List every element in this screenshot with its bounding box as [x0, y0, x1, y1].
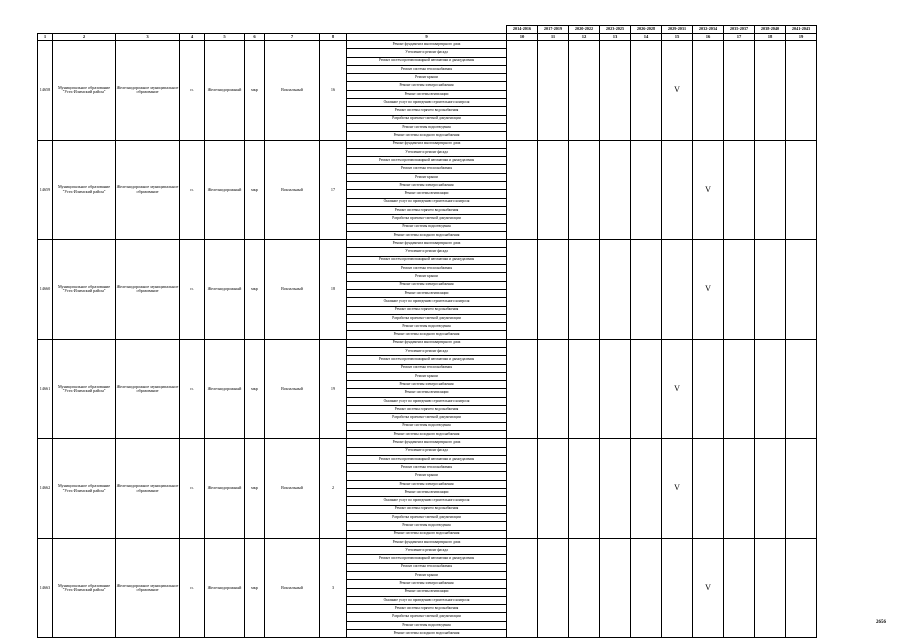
municipality-cell: Муниципальное образование "Усть-Илимский район" [53, 140, 116, 240]
period-cell [538, 538, 569, 638]
work-item: Ремонт систем противопожарной автоматики и дымоудаления [347, 356, 507, 364]
work-item: Ремонт системы теплоснабжения [347, 265, 507, 273]
work-item: Оказание услуг по проведению строительного контроля [347, 298, 507, 306]
settlement-type-cell: п. [180, 240, 205, 340]
period-cell [724, 339, 755, 439]
municipality-cell: Муниципальное образование "Усть-Илимский район" [53, 538, 116, 638]
column-number: 10 [507, 34, 538, 41]
house-id: 14662 [38, 439, 53, 539]
period-cell [631, 41, 662, 141]
work-item: Ремонт системы горячего водоснабжения [347, 306, 507, 314]
year-period: 2014-2016 [507, 26, 538, 34]
work-item: Ремонт системы электроснабжения [347, 480, 507, 488]
period-cell [600, 240, 631, 340]
work-item: Ремонт фундамента многоквартирного дома [347, 140, 507, 148]
period-cell [786, 41, 817, 141]
period-cell [569, 41, 600, 141]
work-item: Оказание услуг по проведению строительного контроля [347, 397, 507, 405]
column-number: 4 [180, 34, 205, 41]
period-cell [724, 41, 755, 141]
locality-cell: Железнодорожный [205, 339, 245, 439]
municipality-cell: Муниципальное образование "Усть-Илимский район" [53, 439, 116, 539]
work-item: Ремонт системы вентиляции [347, 90, 507, 98]
period-cell [693, 439, 724, 539]
period-cell [786, 538, 817, 638]
work-item: Оказание услуг по проведению строительного контроля [347, 497, 507, 505]
street-type-cell: мкр [245, 41, 265, 141]
street-type-cell: мкр [245, 140, 265, 240]
capital-repair-table [37, 25, 817, 638]
work-item: Ремонт системы горячего водоснабжения [347, 206, 507, 214]
work-item: Ремонт системы теплоснабжения [347, 65, 507, 73]
work-item: Утепление и ремонт фасада [347, 148, 507, 156]
work-item: Ремонт системы холодного водоснабжения [347, 231, 507, 239]
municipality-cell: Муниципальное образование "Усть-Илимский район" [53, 339, 116, 439]
period-cell [724, 140, 755, 240]
work-item: Утепление и ремонт фасада [347, 547, 507, 555]
table-row [38, 140, 817, 148]
year-period: 2038-2040 [755, 26, 786, 34]
column-number-row [38, 34, 817, 41]
table-row [38, 538, 817, 546]
year-period: 2023-2025 [600, 26, 631, 34]
period-cell [538, 41, 569, 141]
header-blank [38, 26, 507, 34]
work-item: Разработка проектно-сметной документации [347, 115, 507, 123]
work-item: Разработка проектно-сметной документации [347, 314, 507, 322]
column-number: 18 [755, 34, 786, 41]
column-number: 9 [347, 34, 507, 41]
house-number-cell: 2 [320, 439, 347, 539]
work-item: Ремонт системы вентиляции [347, 588, 507, 596]
work-item: Ремонт фундамента многоквартирного дома [347, 41, 507, 49]
period-cell [755, 538, 786, 638]
settlement-type-cell: п. [180, 538, 205, 638]
street-cell: Вокзальный [265, 240, 320, 340]
period-cell [569, 439, 600, 539]
work-item: Ремонт крыши [347, 173, 507, 181]
period-cell [662, 140, 693, 240]
work-item: Ремонт системы холодного водоснабжения [347, 530, 507, 538]
house-number-cell: 18 [320, 240, 347, 340]
period-cell [600, 538, 631, 638]
municipality-cell: Муниципальное образование "Усть-Илимский район" [53, 41, 116, 141]
street-cell: Вокзальный [265, 140, 320, 240]
period-cell [507, 439, 538, 539]
column-number: 3 [116, 34, 180, 41]
year-period: 2017-2019 [538, 26, 569, 34]
work-item: Утепление и ремонт фасада [347, 347, 507, 355]
work-item: Ремонт системы водоотведения [347, 621, 507, 629]
period-cell [786, 140, 817, 240]
period-cell [600, 41, 631, 141]
period-cell [631, 439, 662, 539]
period-cell [507, 41, 538, 141]
period-cell [538, 240, 569, 340]
period-mark: V [662, 439, 693, 539]
work-item: Ремонт фундамента многоквартирного дома [347, 339, 507, 347]
table-body [38, 26, 817, 638]
settlement-type-cell: п. [180, 439, 205, 539]
settlement-cell: Железнодорожное муниципальное образование [116, 339, 180, 439]
locality-cell: Железнодорожный [205, 41, 245, 141]
period-cell [724, 439, 755, 539]
work-item: Оказание услуг по проведению строительного контроля [347, 596, 507, 604]
period-cell [507, 339, 538, 439]
period-cell [631, 538, 662, 638]
house-id: 14661 [38, 339, 53, 439]
work-item: Ремонт системы теплоснабжения [347, 563, 507, 571]
work-item: Ремонт систем противопожарной автоматики и дымоудаления [347, 555, 507, 563]
street-cell: Вокзальный [265, 439, 320, 539]
period-mark: V [662, 339, 693, 439]
street-cell: Вокзальный [265, 41, 320, 141]
work-item: Разработка проектно-сметной документации [347, 414, 507, 422]
work-item: Ремонт системы теплоснабжения [347, 165, 507, 173]
locality-cell: Железнодорожный [205, 240, 245, 340]
column-number: 7 [265, 34, 320, 41]
work-item: Ремонт системы холодного водоснабжения [347, 630, 507, 638]
work-item: Ремонт фундамента многоквартирного дома [347, 240, 507, 248]
period-mark: V [693, 140, 724, 240]
work-item: Ремонт систем противопожарной автоматики и дымоудаления [347, 57, 507, 65]
column-number: 6 [245, 34, 265, 41]
settlement-type-cell: п. [180, 339, 205, 439]
locality-cell: Железнодорожный [205, 538, 245, 638]
year-period: 2035-2037 [724, 26, 755, 34]
street-cell: Вокзальный [265, 538, 320, 638]
period-cell [693, 41, 724, 141]
house-id: 14663 [38, 538, 53, 638]
settlement-cell: Железнодорожное муниципальное образование [116, 538, 180, 638]
work-item: Ремонт системы холодного водоснабжения [347, 132, 507, 140]
locality-cell: Железнодорожный [205, 439, 245, 539]
period-cell [600, 140, 631, 240]
work-item: Ремонт систем противопожарной автоматики и дымоудаления [347, 256, 507, 264]
settlement-cell: Железнодорожное муниципальное образование [116, 41, 180, 141]
work-item: Ремонт крыши [347, 472, 507, 480]
work-item: Разработка проектно-сметной документации [347, 513, 507, 521]
work-item: Утепление и ремонт фасада [347, 248, 507, 256]
year-header-row [38, 26, 817, 34]
work-item: Ремонт систем противопожарной автоматики и дымоудаления [347, 157, 507, 165]
work-item: Ремонт крыши [347, 572, 507, 580]
table-row [38, 41, 817, 49]
register-sheet [37, 25, 817, 638]
column-number: 16 [693, 34, 724, 41]
work-item: Ремонт системы холодного водоснабжения [347, 430, 507, 438]
work-item: Ремонт фундамента многоквартирного дома [347, 538, 507, 546]
period-cell [507, 538, 538, 638]
period-cell [662, 538, 693, 638]
column-number: 17 [724, 34, 755, 41]
settlement-type-cell: п. [180, 140, 205, 240]
locality-cell: Железнодорожный [205, 140, 245, 240]
street-type-cell: мкр [245, 538, 265, 638]
period-mark: V [693, 240, 724, 340]
period-cell [600, 439, 631, 539]
street-cell: Вокзальный [265, 339, 320, 439]
house-number-cell: 19 [320, 339, 347, 439]
work-item: Ремонт системы вентиляции [347, 289, 507, 297]
period-cell [507, 240, 538, 340]
column-number: 5 [205, 34, 245, 41]
work-item: Ремонт системы горячего водоснабжения [347, 107, 507, 115]
period-cell [569, 140, 600, 240]
column-number: 14 [631, 34, 662, 41]
column-number: 1 [38, 34, 53, 41]
work-item: Ремонт системы горячего водоснабжения [347, 406, 507, 414]
column-number: 8 [320, 34, 347, 41]
year-period: 2020-2022 [569, 26, 600, 34]
work-item: Оказание услуг по проведению строительного контроля [347, 99, 507, 107]
municipality-cell: Муниципальное образование "Усть-Илимский район" [53, 240, 116, 340]
work-item: Ремонт системы электроснабжения [347, 381, 507, 389]
year-period: 2032-2034 [693, 26, 724, 34]
work-item: Ремонт системы горячего водоснабжения [347, 505, 507, 513]
year-period: 2041-2043 [786, 26, 817, 34]
period-cell [786, 439, 817, 539]
period-mark: V [693, 538, 724, 638]
work-item: Ремонт системы водоотведения [347, 223, 507, 231]
street-type-cell: мкр [245, 240, 265, 340]
period-cell [600, 339, 631, 439]
period-cell [569, 240, 600, 340]
work-item: Оказание услуг по проведению строительного контроля [347, 198, 507, 206]
column-number: 11 [538, 34, 569, 41]
work-item: Ремонт системы электроснабжения [347, 182, 507, 190]
settlement-cell: Железнодорожное муниципальное образование [116, 140, 180, 240]
column-number: 2 [53, 34, 116, 41]
period-cell [724, 240, 755, 340]
period-cell [724, 538, 755, 638]
work-item: Ремонт крыши [347, 372, 507, 380]
work-item: Ремонт системы вентиляции [347, 190, 507, 198]
period-cell [755, 41, 786, 141]
work-item: Ремонт системы электроснабжения [347, 580, 507, 588]
work-item: Ремонт системы вентиляции [347, 489, 507, 497]
house-number-cell: 16 [320, 41, 347, 141]
house-number-cell: 17 [320, 140, 347, 240]
period-cell [569, 538, 600, 638]
column-number: 13 [600, 34, 631, 41]
work-item: Ремонт системы холодного водоснабжения [347, 331, 507, 339]
table-row [38, 439, 817, 447]
work-item: Разработка проектно-сметной документации [347, 215, 507, 223]
period-cell [631, 240, 662, 340]
period-cell [755, 439, 786, 539]
page-number: 2656 [876, 620, 886, 625]
settlement-type-cell: п. [180, 41, 205, 141]
work-item: Ремонт систем противопожарной автоматики и дымоудаления [347, 455, 507, 463]
house-id: 14658 [38, 41, 53, 141]
period-cell [569, 339, 600, 439]
period-cell [693, 339, 724, 439]
column-number: 19 [786, 34, 817, 41]
house-id: 14659 [38, 140, 53, 240]
work-item: Ремонт системы водоотведения [347, 522, 507, 530]
period-cell [755, 240, 786, 340]
work-item: Ремонт крыши [347, 74, 507, 82]
work-item: Ремонт системы теплоснабжения [347, 464, 507, 472]
period-cell [538, 439, 569, 539]
work-item: Ремонт фундамента многоквартирного дома [347, 439, 507, 447]
column-number: 12 [569, 34, 600, 41]
work-item: Ремонт системы электроснабжения [347, 82, 507, 90]
work-item: Ремонт системы водоотведения [347, 323, 507, 331]
work-item: Утепление и ремонт фасада [347, 447, 507, 455]
period-cell [755, 140, 786, 240]
period-cell [631, 140, 662, 240]
work-item: Ремонт системы горячего водоснабжения [347, 605, 507, 613]
period-cell [662, 240, 693, 340]
period-cell [631, 339, 662, 439]
house-number-cell: 3 [320, 538, 347, 638]
work-item: Ремонт системы водоотведения [347, 123, 507, 131]
work-item: Утепление и ремонт фасада [347, 49, 507, 57]
settlement-cell: Железнодорожное муниципальное образование [116, 439, 180, 539]
table-row [38, 339, 817, 347]
work-item: Разработка проектно-сметной документации [347, 613, 507, 621]
year-period: 2026-2028 [631, 26, 662, 34]
period-cell [786, 339, 817, 439]
period-cell [538, 140, 569, 240]
period-cell [755, 339, 786, 439]
period-cell [538, 339, 569, 439]
house-id: 14660 [38, 240, 53, 340]
street-type-cell: мкр [245, 439, 265, 539]
work-item: Ремонт крыши [347, 273, 507, 281]
work-item: Ремонт системы теплоснабжения [347, 364, 507, 372]
table-row [38, 240, 817, 248]
work-item: Ремонт системы вентиляции [347, 389, 507, 397]
year-period: 2029-2031 [662, 26, 693, 34]
period-cell [786, 240, 817, 340]
column-number: 15 [662, 34, 693, 41]
street-type-cell: мкр [245, 339, 265, 439]
period-mark: V [662, 41, 693, 141]
period-cell [507, 140, 538, 240]
work-item: Ремонт системы электроснабжения [347, 281, 507, 289]
work-item: Ремонт системы водоотведения [347, 422, 507, 430]
settlement-cell: Железнодорожное муниципальное образование [116, 240, 180, 340]
